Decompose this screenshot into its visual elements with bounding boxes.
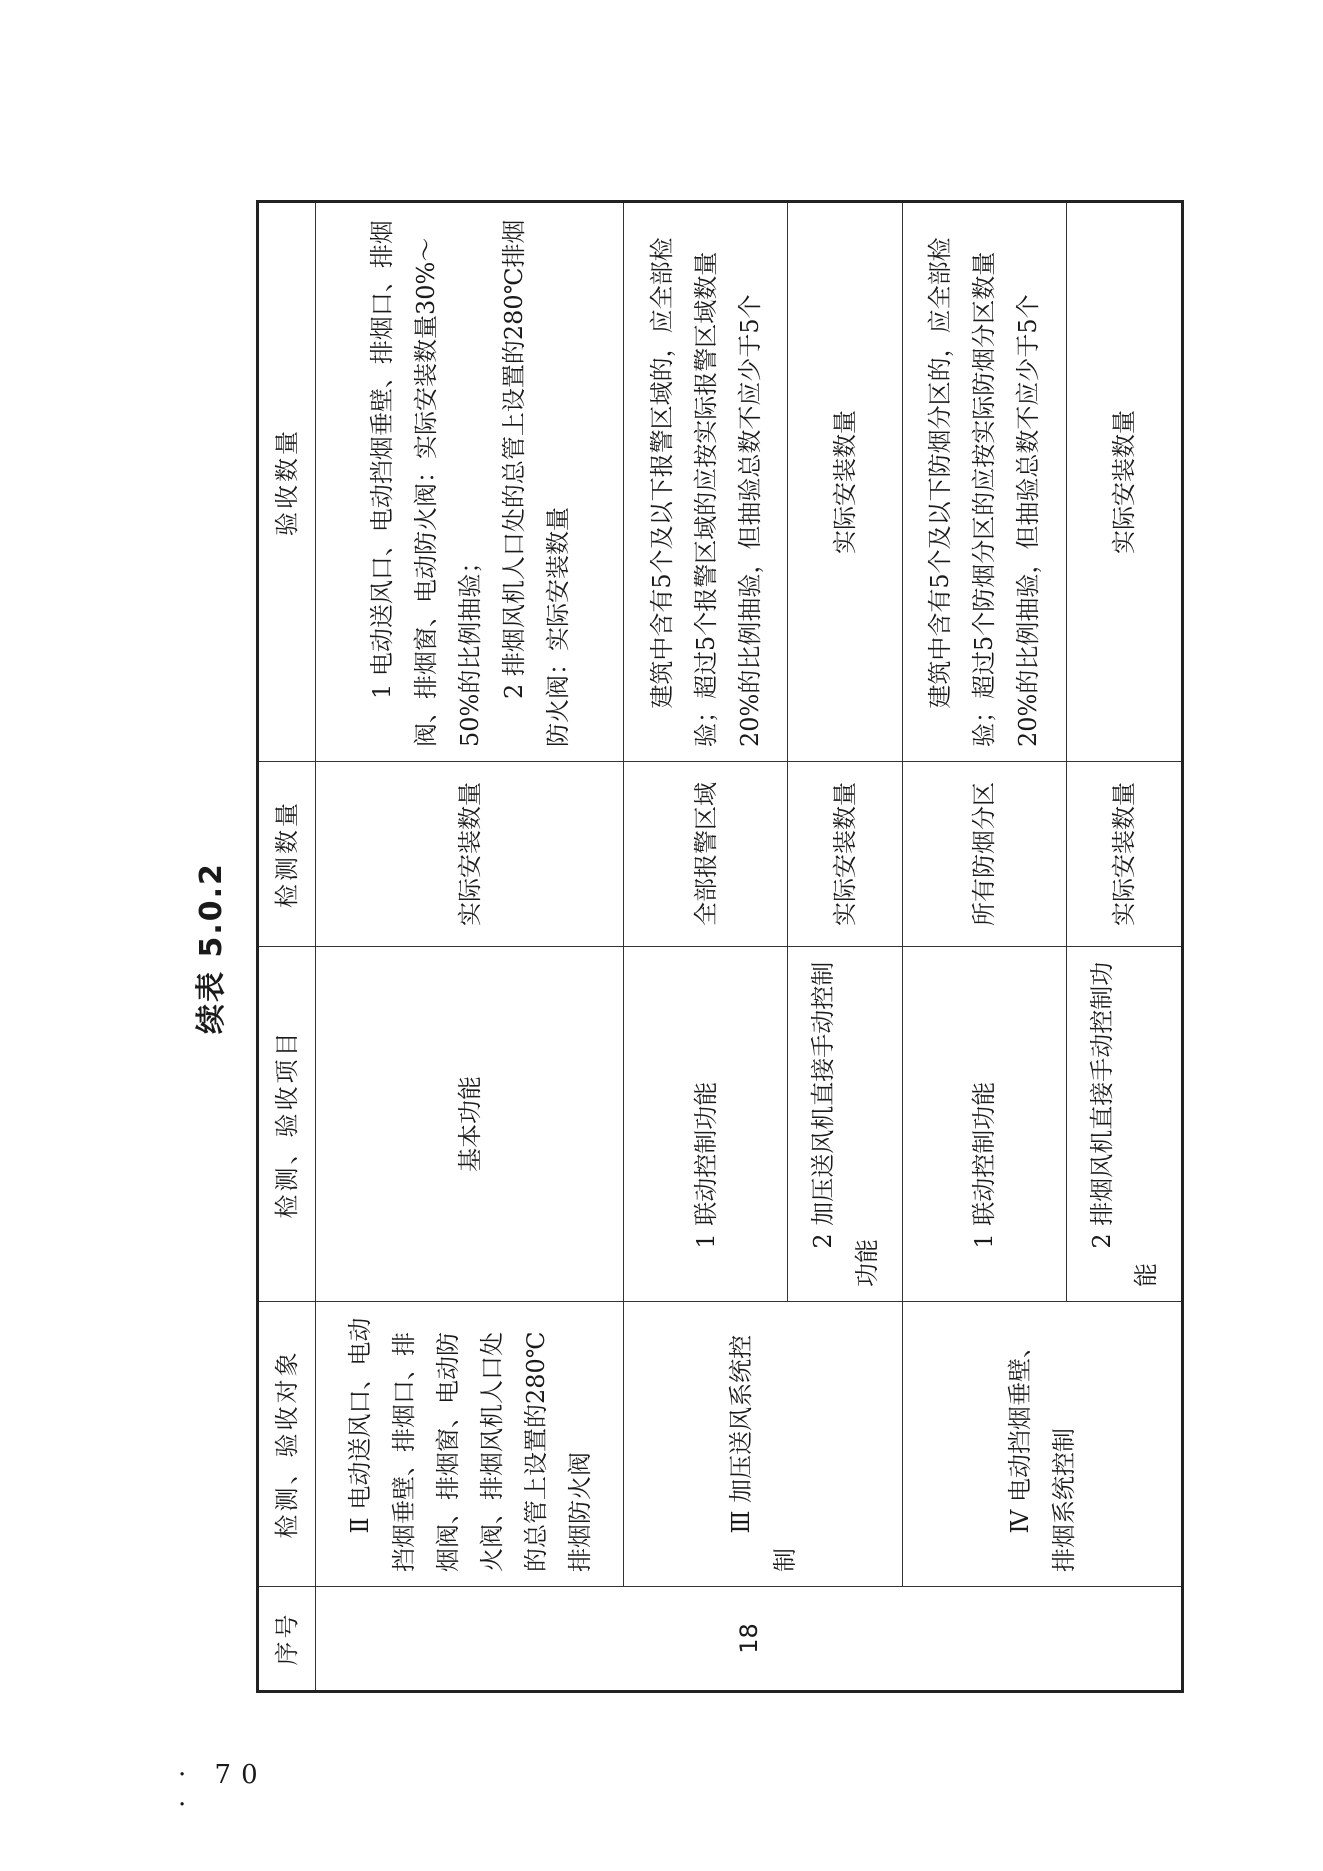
page-number: · 70 · <box>178 1760 268 1820</box>
accept-qty-cell-g3-1: 建筑中含有5个及以下报警区域的，应全部检验；超过5个报警区域的应按实际报警区域数量20%的比例抽验，但抽验总数不应少于5个 <box>624 202 788 762</box>
check-qty-cell-g3-1: 全部报警区域 <box>624 762 788 947</box>
table-row <box>316 202 624 1692</box>
accept-qty-cell-g4-1: 建筑中含有5个及以下防烟分区的，应全部检验；超过5个防烟分区的应按实际防烟分区数量20%的比例抽验，但抽验总数不应少于5个 <box>903 202 1067 762</box>
item-cell-g3-2: 2 加压送风机直接手动控制功能 <box>787 947 902 1302</box>
accept-para-2: 2 排烟风机人口处的总管上设置的280℃排烟防火阀：实际安装数量 <box>499 219 572 747</box>
check-qty-cell-g2: 实际安装数量 <box>316 762 624 947</box>
check-qty-cell-g4-1: 所有防烟分区 <box>903 762 1067 947</box>
item-cell-g3-1: 1 联动控制功能 <box>624 947 788 1302</box>
table-caption: 续表 5.0.2 <box>194 862 229 1034</box>
header-seq: 序号 <box>258 1587 316 1692</box>
object-cell-g3: Ⅲ 加压送风系统控制 <box>624 1302 903 1587</box>
accept-para-1: 1 电动送风口、电动挡烟垂壁、排烟口、排烟阀、排烟窗、电动防火阀：实际安装数量30%～50%的比例抽验； <box>367 220 484 747</box>
header-object: 检测、验收对象 <box>258 1302 316 1587</box>
table-header-row <box>258 202 316 1692</box>
table-row <box>903 202 1067 1692</box>
table-row <box>624 202 788 1692</box>
item-cell-g2: 基本功能 <box>316 947 624 1302</box>
item-cell-g4-2: 2 排烟风机直接手动控制功能 <box>1066 947 1182 1302</box>
check-qty-cell-g3-2: 实际安装数量 <box>787 762 902 947</box>
item-cell-g4-1: 1 联动控制功能 <box>903 947 1067 1302</box>
header-check-qty: 检测数量 <box>258 762 316 947</box>
accept-qty-cell-g3-2: 实际安装数量 <box>787 202 902 762</box>
seq-cell: 18 <box>316 1587 1183 1692</box>
object-cell-g2: Ⅱ 电动送风口、电动挡烟垂壁、排烟口、排烟阀、排烟窗、电动防火阀、排烟风机人口处的总管上设置的280℃排烟防火阀 <box>316 1302 624 1587</box>
accept-qty-cell-g2 <box>316 202 624 762</box>
header-item: 检测、验收项目 <box>258 947 316 1302</box>
object-cell-g4: Ⅳ 电动挡烟垂壁、排烟系统控制 <box>903 1302 1183 1587</box>
accept-qty-cell-g4-2: 实际安装数量 <box>1066 202 1182 762</box>
check-qty-cell-g4-2: 实际安装数量 <box>1066 762 1182 947</box>
header-accept-qty: 验收数量 <box>258 202 316 762</box>
acceptance-table <box>256 200 1184 1693</box>
rotated-table-page <box>178 203 1160 1693</box>
